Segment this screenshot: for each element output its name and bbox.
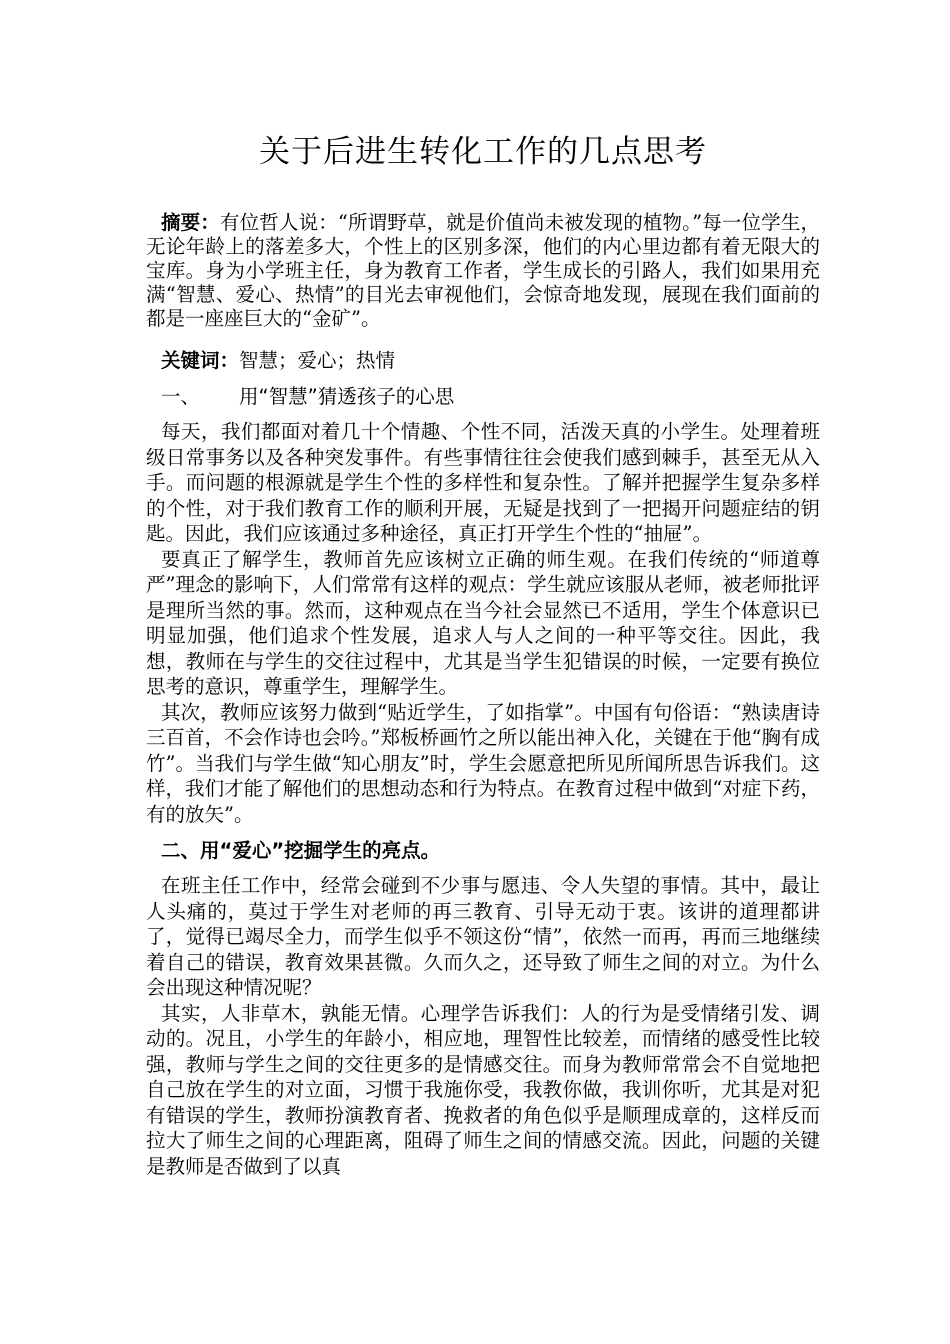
section-1-title: 用“智慧”猜透孩子的心思: [239, 385, 455, 408]
abstract: [146, 211, 820, 331]
keywords-label: 关键词：: [161, 349, 240, 372]
keywords: [161, 349, 820, 373]
abstract-label: 摘要：: [161, 211, 220, 234]
section-2-heading: 二、用“爱心”挖掘学生的亮点。: [161, 839, 441, 862]
section-1-number: 一、: [161, 385, 201, 408]
section-1-paragraph-2: 要真正了解学生，教师首先应该树立正确的师生观。在我们传统的“师道尊严”理念的影响下，人们常常有这样的观点：学生就应该服从老师，被老师批评是理所当然的事。然而，这种观点在当今社会显然已不适用，学生个体意识已明显加强，他们追求个性发展，追求人与人之间的一种平等交往。因此，我想，教师在与学生的交往过程中，尤其是当学生犯错误的时候，一定要有换位思考的意识，尊重学生，理解学生。: [146, 547, 820, 698]
section-2-paragraph-1: 在班主任工作中，经常会碰到不少事与愿违、令人失望的事情。其中，最让人头痛的，莫过于学生对老师的再三教育、引导无动于衷。该讲的道理都讲了，觉得已竭尽全力，而学生似乎不领这份“情”，依然一而再，再而三地继续着自己的错误，教育效果甚微。久而久之，还导致了师生之间的对立。为什么会出现这种情况呢？: [146, 874, 820, 999]
keywords-text: 智慧；爱心；热情: [239, 349, 396, 372]
abstract-text: 有位哲人说：“所谓野草，就是价值尚未被发现的植物。”每一位学生，无论年龄上的落差多大，个性上的区别多深，他们的内心里边都有着无限大的宝库。身为小学班主任，身为教育工作者，学生成长的引路人，我们如果用充满“智慧、爱心、热情”的目光去审视他们，会惊奇地发现，展现在我们面前的都是一座座巨大的“金矿”。: [146, 211, 820, 330]
section-2-paragraph-2: 其实，人非草木，孰能无情。心理学告诉我们：人的行为是受情绪引发、调动的。况且，小学生的年龄小，相应地，理智性比较差，而情绪的感受性比较强，教师与学生之间的交往更多的是情感交往。而身为教师常常会不自觉地把自己放在学生的对立面，习惯于我施你受，我教你做，我训你听，尤其是对犯有错误的学生，教师扮演教育者、挽救者的角色似乎是顺理成章的，这样反而拉大了师生之间的心理距离，阻碍了师生之间的情感交流。因此，问题的关键是教师是否做到了以真: [146, 1001, 820, 1178]
section-1-paragraph-1: 每天，我们都面对着几十个情趣、个性不同，活泼天真的小学生。处理着班级日常事务以及各种突发事件。有些事情往往会使我们感到棘手，甚至无从入手。而问题的根源就是学生个性的多样性和复杂性。了解并把握学生复杂多样的个性，对于我们教育工作的顺利开展，无疑是找到了一把揭开问题症结的钥匙。因此，我们应该通过多种途径，真正打开学生个性的“抽屉”。: [146, 420, 820, 545]
section-1-paragraph-3: 其次，教师应该努力做到“贴近学生，了如指掌”。中国有句俗语：“熟读唐诗三百首，不会作诗也会吟。”郑板桥画竹之所以能出神入化，关键在于他“胸有成竹”。当我们与学生做“知心朋友”时，学生会愿意把所见所闻所思告诉我们。这样，我们才能了解他们的思想动态和行为特点。在教育过程中做到“对症下药，有的放矢”。: [146, 700, 820, 826]
page-title: 关于后进生转化工作的几点思考: [259, 134, 707, 170]
section-1-heading: [161, 385, 820, 409]
document-page: [146, 126, 820, 1179]
